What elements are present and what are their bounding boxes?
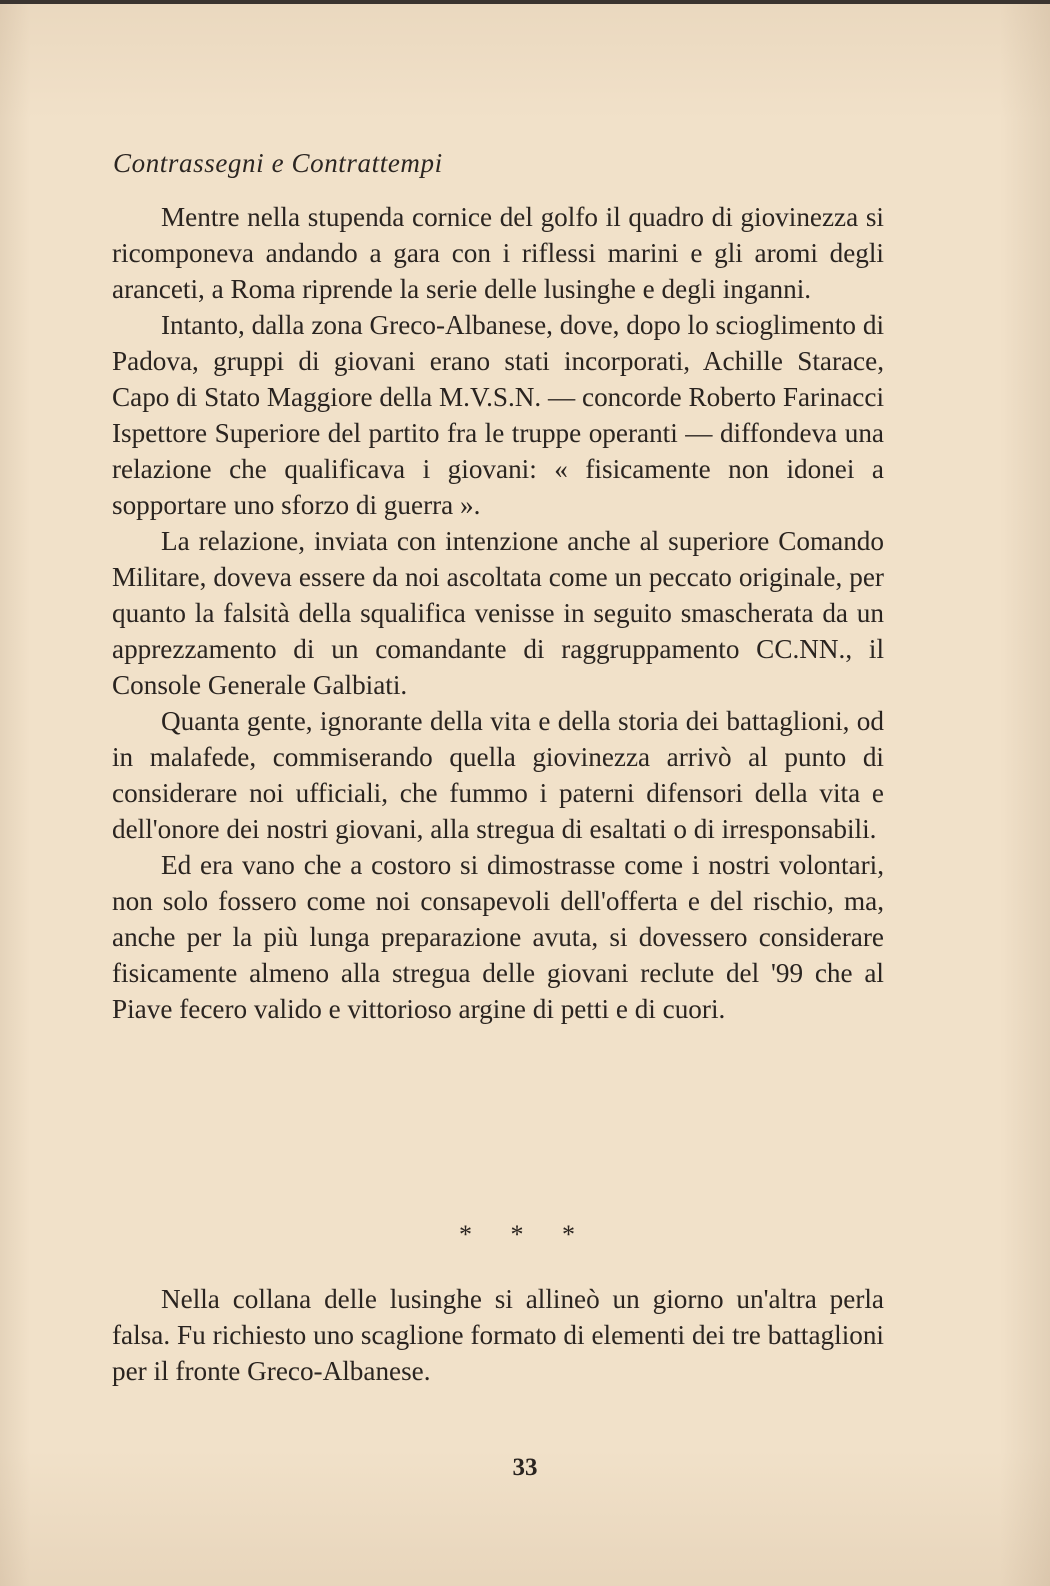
paragraph: La relazione, inviata con intenzione anche al superiore Comando Militare, doveva essere da noi ascoltata come un peccato originale, per quanto la falsità della squalifica venisse in seguito smascherata da un apprezzamento di un comandante di raggruppamento CC.NN., il Console Generale Galbiati. <box>112 526 884 700</box>
page-number: 33 <box>512 1454 538 1481</box>
page-top-edge <box>0 0 1050 4</box>
paragraph: Ed era vano che a costoro si dimostrasse come i nostri volontari, non solo fossero come noi consapevoli dell'offerta e del rischio, ma, anche per la più lunga preparazione avuta, si dovessero considerare fisicamente almeno alla stregua delle giovani reclute del '99 che al Piave fecero valido e vittorioso argine di petti e di cuori. <box>112 850 884 1024</box>
paragraph: Quanta gente, ignorante della vita e della storia dei battaglioni, od in malafede, commiserando quella giovinezza arrivò al punto di considerare noi ufficiali, che fummo i paterni difensori della vita e dell'onore dei nostri giovani, alla stregua di esaltati o di irresponsabili. <box>112 706 884 844</box>
paragraph: Mentre nella stupenda cornice del golfo il quadro di giovinezza si ricomponeva andando a gara con i riflessi marini e gli aromi degli aranceti, a Roma riprende la serie delle lusinghe e degli inganni. <box>112 202 884 304</box>
paragraph: Intanto, dalla zona Greco-Albanese, dove, dopo lo scioglimento di Padova, gruppi di giovani erano stati incorporati, Achille Starace, Capo di Stato Maggiore della M.V.S.N. — concorde Roberto Farinacci Ispettore Superiore del partito fra le truppe operanti — diffondeva una relazione che qualificava i giovani: « fisicamente non idonei a sopportare uno sforzo di guerra ». <box>112 310 884 520</box>
running-head: Contrassegni e Contrattempi <box>113 148 443 178</box>
section-separator: * * * <box>459 1220 591 1249</box>
body-text-continued <box>112 1281 884 1389</box>
paragraph: Nella collana delle lusinghe si allineò un giorno un'altra perla falsa. Fu richiesto uno scaglione formato di elementi dei tre battaglioni per il fronte Greco-Albanese. <box>112 1284 884 1386</box>
body-text <box>112 199 884 1027</box>
